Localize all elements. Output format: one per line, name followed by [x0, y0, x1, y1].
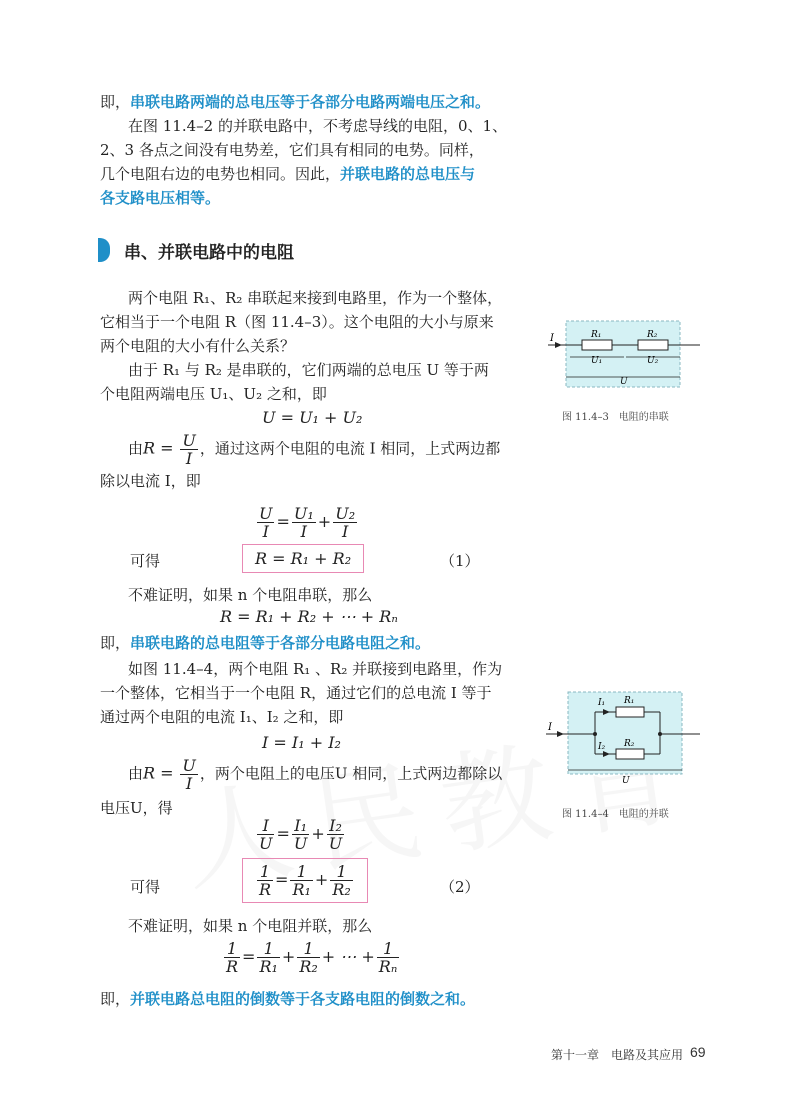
label-i2: I₂ — [598, 742, 606, 752]
figure-parallel-caption: 图 11.4–4 电阻的并联 — [562, 809, 669, 820]
current-arrow — [555, 342, 562, 348]
paragraph-series-voltage: 即，串联电路两端的总电压等于各部分电路两端电压之和。 — [100, 93, 491, 111]
section-marker — [98, 238, 110, 262]
resistor-r2 — [638, 340, 668, 350]
node-left — [593, 732, 597, 736]
label-r2-parallel: R₂ — [624, 739, 635, 749]
node-right — [658, 732, 662, 736]
equation-divide-by-current: $\frac{U}{I}$ = $\frac{\text{U₁}}{I}$ + $\frac{\text{U₂}}{I}$ — [259, 504, 356, 541]
equation-n-series: R = R₁ + R₂ + ⋯ + Rₙ — [220, 607, 398, 626]
label-r2: R₂ — [647, 330, 658, 340]
footer-chapter: 第十一章 电路及其应用 — [551, 1048, 684, 1062]
paragraph-series-intro-3: 两个电阻的大小有什么关系？ — [100, 337, 296, 355]
label-i-parallel: I — [548, 722, 552, 733]
highlight-parallel-voltage: 并联电路的总电压与 — [340, 165, 476, 183]
label-u-parallel: U — [622, 776, 630, 786]
equation-divide-by-voltage: $\frac{I}{U}$ = $\frac{\text{I₁}}{U}$ + $\frac{\text{I₂}}{U}$ — [259, 816, 343, 853]
highlight-series-voltage: 串联电路两端的总电压等于各部分电路两端电压之和。 — [130, 93, 491, 111]
paragraph-parallel-line2: 2、3 各点之间没有电势差，它们具有相同的电势。同样， — [100, 141, 484, 159]
formula1-lead: 可得 — [130, 552, 161, 570]
figure-series-caption: 图 11.4–3 电阻的串联 — [562, 412, 669, 423]
resistor-r1 — [582, 340, 612, 350]
resistor-r1-parallel — [616, 707, 644, 717]
paragraph-parallel-line1: 在图 11.4–2 的并联电路中，不考虑导线的电阻，0、1、 — [128, 117, 508, 135]
paragraph-parallel-line3: 几个电阻右边的电势也相同。因此，并联电路的总电压与 — [100, 165, 476, 183]
highlight-parallel-resistance: 并联电路总电阻的倒数等于各支路电阻的倒数之和。 — [130, 990, 476, 1008]
label-r1: R₁ — [591, 330, 602, 340]
fraction-u-over-i-2: $\frac{U}{I}$ — [182, 756, 196, 793]
paragraph-parallel-line4: 各支路电压相等。 — [100, 189, 221, 207]
paragraph-series-resistance: 即，串联电路的总电阻等于各部分电路电阻之和。 — [100, 634, 431, 652]
paragraph-parallel-resistance: 即，并联电路总电阻的倒数等于各支路电阻的倒数之和。 — [100, 990, 476, 1008]
page-number: 69 — [690, 1044, 706, 1060]
label-i: I — [550, 333, 554, 344]
label-r1-parallel: R₁ — [624, 696, 635, 706]
paragraph-parallel-intro-3: 通过两个电阻的电流 I₁、I₂ 之和，即 — [100, 708, 344, 726]
paragraph-parallel-intro-1: 如图 11.4–4，两个电阻 R₁ 、R₂ 并联接到电路里，作为 — [128, 660, 503, 678]
formula1-number: （1） — [440, 552, 480, 570]
label-i1: I₁ — [598, 698, 606, 708]
formula-parallel-resistance: $\frac{1}{R}$ = $\frac{1}{\text{R₁}}$ + $\frac{1}{\text{R₂}}$ — [242, 858, 368, 903]
equation-series-voltage: U = U₁ + U₂ — [262, 408, 363, 427]
paragraph-series-voltage-sum-1: 由于 R₁ 与 R₂ 是串联的，它们两端的总电压 U 等于两 — [128, 361, 489, 379]
paragraph-n-series: 不难证明，如果 n 个电阻串联，那么 — [128, 586, 373, 604]
label-u2: U₂ — [647, 356, 659, 366]
equation-parallel-current: I = I₁ + I₂ — [262, 733, 341, 752]
paragraph-ohm-parallel: 由R = $\frac{U}{I}$ ，两个电阻上的电压U 相同，上式两边都除以 — [128, 756, 503, 793]
formula-series-resistance: R = R₁ + R₂ — [242, 544, 364, 573]
paragraph-ohm-parallel-2: 电压U，得 — [100, 799, 173, 817]
figure-parallel-circuit — [540, 690, 710, 790]
paragraph-series-intro-1: 两个电阻 R₁、R₂ 串联起来接到电路里，作为一个整体， — [128, 289, 503, 307]
formula2-lead: 可得 — [130, 878, 161, 896]
equation-n-parallel: $\frac{1}{R}$ = $\frac{1}{\text{R₁}}$ + $\frac{1}{\text{R₂}}$ + ⋯ + $\frac{1}{\text{Rₙ}}$ — [226, 939, 398, 976]
label-u: U — [620, 377, 628, 387]
paragraph-parallel-intro-2: 一个整体，它相当于一个电阻 R，通过它们的总电流 I 等于 — [100, 684, 492, 702]
formula2-number: （2） — [440, 878, 480, 896]
fraction-u-over-i: $\frac{U}{I}$ — [182, 431, 196, 468]
highlight-series-resistance: 串联电路的总电阻等于各部分电路电阻之和。 — [130, 634, 431, 652]
current-arrow-total — [557, 731, 564, 737]
paragraph-series-intro-2: 它相当于一个电阻 R（图 11.4–3）。这个电阻的大小与原来 — [100, 313, 494, 331]
paragraph-ohm-series-2: 除以电流 I，即 — [100, 472, 201, 490]
resistor-r2-parallel — [616, 749, 644, 759]
paragraph-series-voltage-sum-2: 个电阻两端电压 U₁、U₂ 之和，即 — [100, 385, 327, 403]
section-title: 串、并联电路中的电阻 — [124, 243, 294, 263]
paragraph-ohm-series: 由R = $\frac{U}{I}$ ，通过这两个电阻的电流 I 相同，上式两边都 — [128, 431, 501, 468]
paragraph-n-parallel: 不难证明，如果 n 个电阻并联，那么 — [128, 917, 373, 935]
label-u1: U₁ — [591, 356, 603, 366]
figure-series-circuit — [540, 315, 710, 397]
